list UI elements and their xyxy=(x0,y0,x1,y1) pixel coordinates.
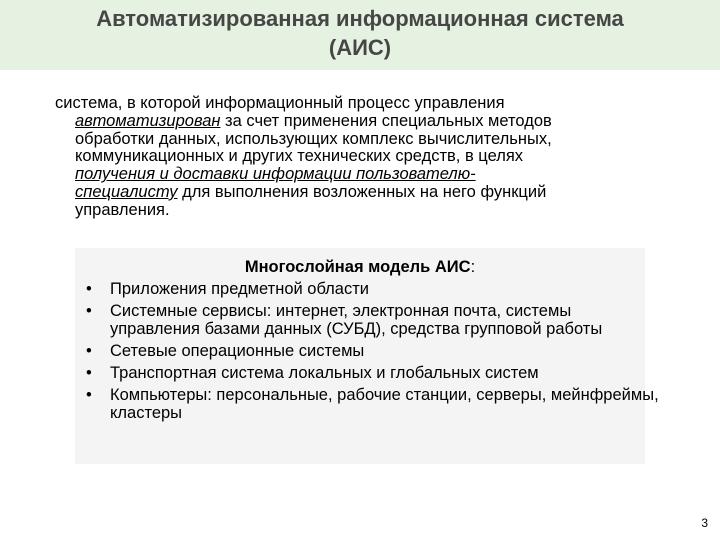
list-item-text: Системные сервисы: интернет, электронная почта, системы управления базами данных (СУБД), средства групповой работы xyxy=(110,302,603,338)
page-number: 3 xyxy=(701,516,708,530)
definition-line: система, в которой информационный процесс управления xyxy=(55,94,505,112)
bullet-icon: • xyxy=(86,364,92,382)
list-item xyxy=(80,364,660,382)
model-heading-text: Многослойная модель АИС xyxy=(244,258,471,276)
list-item-text: Приложения предметной области xyxy=(110,280,370,298)
list-item xyxy=(80,342,660,360)
definition-line: управления. xyxy=(75,200,170,219)
definition-line: коммуникационных и других технических средств, в целях xyxy=(75,147,524,166)
model-layer-list xyxy=(80,280,660,426)
emphasis-specialist: специалисту xyxy=(75,182,178,201)
definition-line xyxy=(75,113,675,131)
definition-line: обработки данных, использующих комплекс вычислительных, xyxy=(75,129,552,148)
list-item xyxy=(80,386,660,422)
list-item xyxy=(80,280,660,298)
emphasis-automated: автоматизирован xyxy=(75,111,221,130)
list-item-text: Компьютеры: персональные, рабочие станции, серверы, мейнфреймы, кластеры xyxy=(110,386,659,422)
title-line-2: (АИС) xyxy=(328,35,392,60)
bullet-icon: • xyxy=(86,342,92,360)
model-heading-colon: : xyxy=(470,258,476,276)
list-item xyxy=(80,302,660,338)
title-line-1: Автоматизированная информационная система xyxy=(96,6,624,31)
definition-paragraph xyxy=(55,95,675,220)
emphasis-delivery: получения и доставки информации пользователю- xyxy=(75,165,476,184)
list-item-text: Транспортная система локальных и глобальных систем xyxy=(110,364,539,382)
bullet-icon: • xyxy=(86,302,92,320)
definition-text: для выполнения возложенных на него функций xyxy=(177,182,547,201)
definition-line xyxy=(75,184,675,202)
list-item-text: Сетевые операционные системы xyxy=(110,342,365,360)
bullet-icon: • xyxy=(86,280,92,298)
model-heading xyxy=(75,258,645,277)
slide-title xyxy=(0,4,720,62)
definition-line xyxy=(75,166,675,184)
definition-text: за счет применения специальных методов xyxy=(220,111,552,130)
bullet-icon: • xyxy=(86,386,92,404)
definition-body xyxy=(55,113,675,220)
